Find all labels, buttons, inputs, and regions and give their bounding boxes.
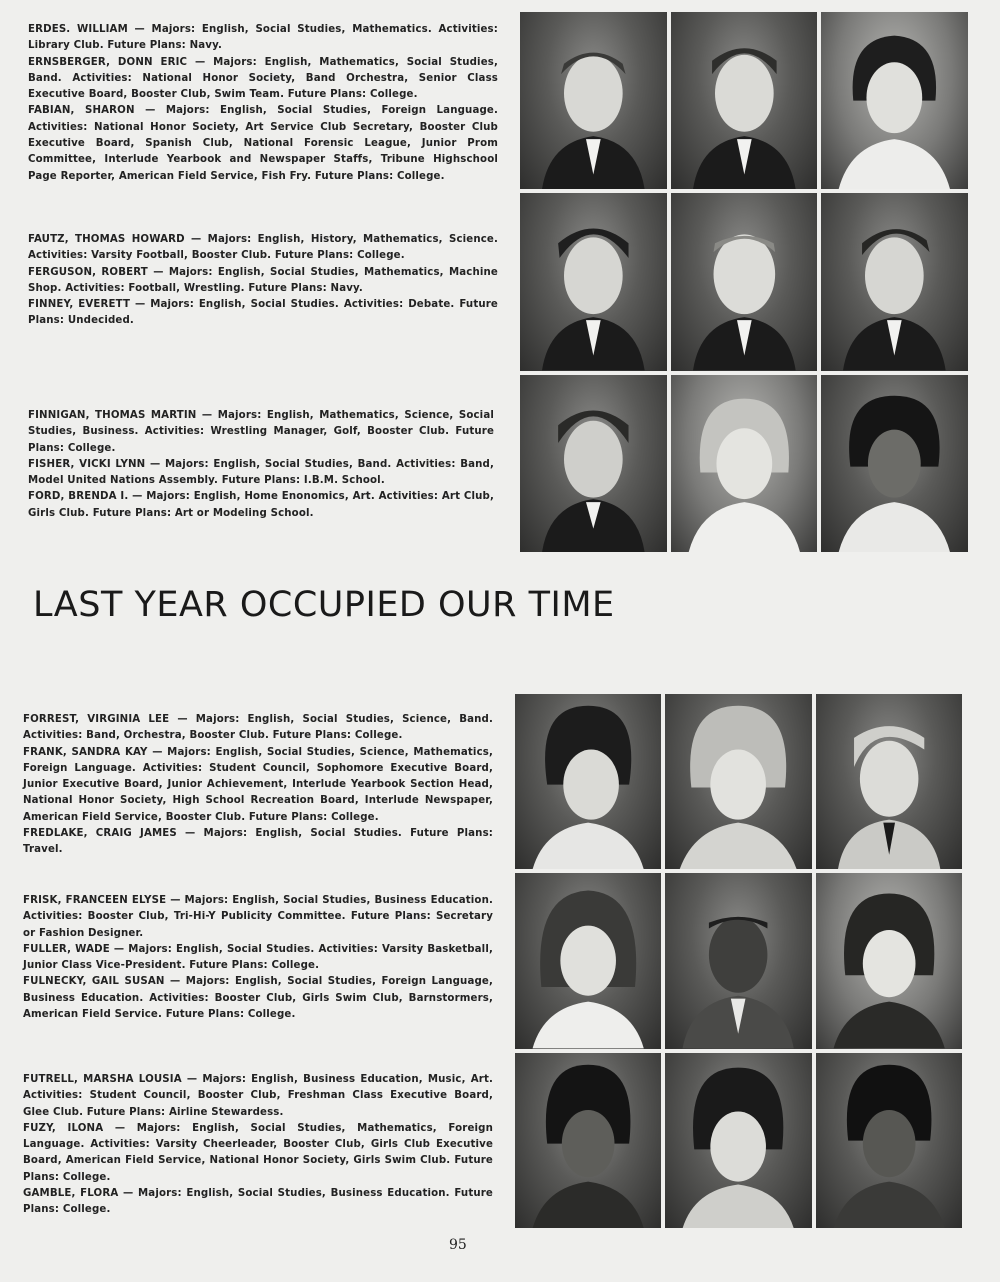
entry-fredlake: FREDLAKE, CRAIG JAMES — Majors: English, Social Studies. Future Plans: Travel. bbox=[23, 828, 494, 856]
entry-frank: FRANK, SANDRA KAY — Majors: English, Social Studies, Science, Mathematics, Foreign Language. Activities: Student Council, Sophomore Executive Board, Junior Executive Board, Junior Achievement, Interlude Yearbook Section Head, National Honor Society, High School Recreation Board, Interlude Newspaper, American Field Service, Booster Club. Future Plans: College. bbox=[23, 746, 494, 823]
portrait-photo bbox=[665, 873, 811, 1048]
entry-fulnecky: FULNECKY, GAIL SUSAN — Majors: English, Social Studies, Foreign Language, Business Education. Activities: Booster Club, Girls Swim Club, Barnstormers, American Field Service. Future Plans: College. bbox=[23, 976, 493, 1021]
blurb-group-2 bbox=[28, 232, 498, 330]
photo-grid-bottom bbox=[515, 694, 962, 1228]
portrait-photo bbox=[821, 375, 968, 552]
photo-grid-top bbox=[520, 12, 968, 552]
entry-fuller: FULLER, WADE — Majors: English, Social Studies. Activities: Varsity Basketball, Junior Class Vice-President. Future Plans: College. bbox=[23, 943, 493, 972]
entry-frisk: FRISK, FRANCEEN ELYSE — Majors: English, Social Studies, Business Education. Activities: Booster Club, Tri-Hi-Y Publicity Committee. Future Plans: Secretary or Fashion Designer. bbox=[23, 895, 493, 939]
entry-gamble: GAMBLE, FLORA — Majors: English, Social Studies, Business Education. Future Plans: College. bbox=[23, 1188, 493, 1216]
portrait-photo bbox=[671, 375, 818, 552]
portrait-photo bbox=[665, 694, 811, 869]
portrait-photo bbox=[520, 12, 667, 189]
entry-forrest: FORREST, VIRGINIA LEE — Majors: English, Social Studies, Science, Band. Activities: Band, Orchestra, Booster Club. Future Plans: College. bbox=[23, 714, 494, 742]
portrait-photo bbox=[515, 1053, 661, 1228]
portrait-photo bbox=[515, 694, 661, 869]
portrait-photo bbox=[665, 1053, 811, 1228]
portrait-photo bbox=[515, 873, 661, 1048]
portrait-photo bbox=[520, 375, 667, 552]
entry-finnigan: FINNIGAN, THOMAS MARTIN — Majors: English, Mathematics, Science, Social Studies, Business. Activities: Wrestling Manager, Golf, Booster Club. Future Plans: College. bbox=[28, 410, 494, 454]
entry-ferguson: FERGUSON, ROBERT — Majors: English, Social Studies, Mathematics, Machine Shop. Activities: Football, Wrestling. Future Plans: Navy. bbox=[28, 266, 498, 294]
entry-fuzy: FUZY, ILONA — Majors: English, Social Studies, Mathematics, Foreign Language. Activities: Varsity Cheerleader, Booster Club, Girls Club Executive Board, American Field Service, National Honor Society, Girls Swim Club. Future Plans: College. bbox=[23, 1122, 493, 1183]
section-heading: LAST YEAR OCCUPIED OUR TIME bbox=[33, 585, 615, 625]
entry-fautz: FAUTZ, THOMAS HOWARD — Majors: English, History, Mathematics, Science. Activities: Varsity Football, Booster Club. Future Plans: College. bbox=[28, 234, 499, 262]
blurb-group-4 bbox=[23, 712, 493, 859]
blurb-group-1 bbox=[28, 22, 498, 185]
portrait-photo bbox=[671, 193, 818, 370]
portrait-photo bbox=[821, 193, 968, 370]
page-number: 95 bbox=[449, 1237, 467, 1253]
entry-erdes: ERDES. WILLIAM — Majors: English, Social Studies, Mathematics. Activities: Library Club. Future Plans: Navy. bbox=[28, 24, 498, 52]
entry-fabian: FABIAN, SHARON — Majors: English, Social Studies, Foreign Language. Activities: National Honor Society, Art Service Club Secretary, Booster Club Executive Board, Spanish Club, National Forensic League, Junior Prom Committee, Interlude Yearbook and Newspaper Staffs, Tribune Highschool Page Reporter, American Field Service, Fish Fry. Future Plans: College. bbox=[28, 105, 498, 182]
entry-finney: FINNEY, EVERETT — Majors: English, Social Studies. Activities: Debate. Future Plans: Undecided. bbox=[28, 299, 498, 327]
blurb-group-3 bbox=[28, 408, 494, 522]
portrait-photo bbox=[671, 12, 818, 189]
entry-ernsberger: ERNSBERGER, DONN ERIC — Majors: English, Mathematics, Social Studies, Band. Activities: National Honor Society, Band Orchestra, Senior Class Executive Board, Booster Club, Swim Team. Future Plans: College. bbox=[28, 56, 498, 101]
portrait-photo bbox=[816, 694, 962, 869]
portrait-photo bbox=[816, 873, 962, 1048]
blurb-group-6 bbox=[23, 1072, 493, 1219]
blurb-group-5 bbox=[23, 893, 493, 1023]
portrait-photo bbox=[816, 1053, 962, 1228]
entry-fisher: FISHER, VICKI LYNN — Majors: English, Social Studies, Band. Activities: Band, Model United Nations Assembly. Future Plans: I.B.M. School. bbox=[28, 458, 495, 487]
entry-futrell: FUTRELL, MARSHA LOUSIA — Majors: English, Business Education, Music, Art. Activities: Student Council, Booster Club, Freshman Class Executive Board, Glee Club. Future Plans: Airline Stewardess. bbox=[23, 1074, 493, 1118]
portrait-photo bbox=[520, 193, 667, 370]
entry-ford: FORD, BRENDA I. — Majors: English, Home Enonomics, Art. Activities: Art Club, Girls Club. Future Plans: Art or Modeling School. bbox=[28, 491, 494, 519]
portrait-photo bbox=[821, 12, 968, 189]
